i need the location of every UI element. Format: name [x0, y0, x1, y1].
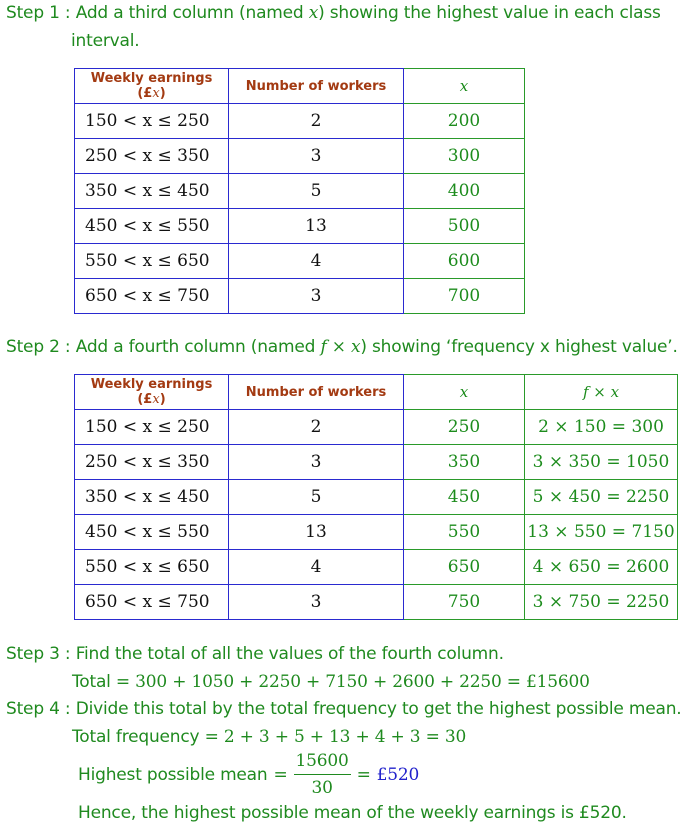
step-4-text: Divide this total by the total frequency to get the highest possible mean.	[75, 699, 682, 719]
total-label: Total	[72, 672, 111, 692]
mean-result: £520	[376, 764, 420, 785]
workers-cell: 5	[229, 480, 404, 515]
table-row	[75, 279, 525, 314]
x-cell: 300	[404, 139, 525, 174]
step-3-text: Find the total of all the values of the fourth column.	[75, 644, 504, 664]
step-1-label: Step 1 :	[6, 3, 71, 23]
x-cell: 350	[404, 445, 525, 480]
interval-cell: 550 < x ≤ 650	[75, 550, 229, 585]
step-1-text-a: Add a third column (named	[75, 3, 309, 23]
workers-cell: 4	[229, 244, 404, 279]
step-3-total-line	[72, 672, 590, 692]
interval-cell: 450 < x ≤ 550	[75, 515, 229, 550]
table-frequency-times-value	[74, 374, 678, 620]
workers-cell: 5	[229, 174, 404, 209]
workers-cell: 2	[229, 104, 404, 139]
interval-cell: 350 < x ≤ 450	[75, 174, 229, 209]
x-cell: 600	[404, 244, 525, 279]
workers-cell: 3	[229, 139, 404, 174]
fx-cell: 3 × 350 = 1050	[525, 445, 678, 480]
workers-cell: 3	[229, 445, 404, 480]
step-2-text-b: ) showing ‘frequency x highest value’.	[360, 337, 678, 357]
step-4-label: Step 4 :	[6, 699, 71, 719]
interval-cell: 350 < x ≤ 450	[75, 480, 229, 515]
step-2-var: f × x	[320, 337, 361, 357]
table-row	[75, 174, 525, 209]
table-row	[75, 209, 525, 244]
workers-cell: 3	[229, 585, 404, 620]
fx-cell: 4 × 650 = 2600	[525, 550, 678, 585]
step-1-text-b: ) showing the highest value in each class	[318, 3, 661, 23]
interval-cell: 550 < x ≤ 650	[75, 244, 229, 279]
table-row	[75, 244, 525, 279]
step-3-label: Step 3 :	[6, 644, 71, 664]
table-row	[75, 104, 525, 139]
x-cell: 400	[404, 174, 525, 209]
header-number-of-workers: Number of workers	[229, 69, 404, 104]
step-2-text-a: Add a fourth column (named	[75, 337, 321, 357]
table-row	[75, 480, 678, 515]
mean-label: Highest possible mean	[78, 764, 268, 785]
header-number-of-workers: Number of workers	[229, 375, 404, 410]
interval-cell: 250 < x ≤ 350	[75, 445, 229, 480]
table-row	[75, 585, 678, 620]
fraction-denominator: 30	[311, 778, 333, 798]
x-cell: 550	[404, 515, 525, 550]
interval-cell: 250 < x ≤ 350	[75, 139, 229, 174]
fx-cell: 5 × 450 = 2250	[525, 480, 678, 515]
step-4-mean-line	[78, 751, 419, 798]
header-f-times-x: f × x	[525, 375, 678, 410]
header-x: x	[404, 375, 525, 410]
step-1-line	[6, 3, 661, 23]
step-1-var: x	[308, 3, 319, 23]
interval-cell: 650 < x ≤ 750	[75, 279, 229, 314]
mean-fraction	[294, 751, 351, 798]
table-header-row	[75, 69, 525, 104]
step-4-line	[6, 699, 682, 719]
equals-sign: =	[273, 764, 288, 785]
equals-sign: =	[356, 764, 371, 785]
frequency-label: Total frequency	[72, 727, 200, 747]
interval-cell: 650 < x ≤ 750	[75, 585, 229, 620]
total-expression: = 300 + 1050 + 2250 + 7150 + 2600 + 2250 = £15600	[115, 672, 590, 692]
x-cell: 500	[404, 209, 525, 244]
table-highest-values	[74, 68, 525, 314]
step-2-line	[6, 337, 678, 357]
interval-cell: 150 < x ≤ 250	[75, 410, 229, 445]
table-header-row	[75, 375, 678, 410]
workers-cell: 2	[229, 410, 404, 445]
x-cell: 650	[404, 550, 525, 585]
conclusion: Hence, the highest possible mean of the weekly earnings is £520.	[78, 803, 627, 823]
interval-cell: 150 < x ≤ 250	[75, 104, 229, 139]
workers-cell: 3	[229, 279, 404, 314]
frequency-expression: = 2 + 3 + 5 + 13 + 4 + 3 = 30	[204, 727, 467, 747]
table-row	[75, 445, 678, 480]
fx-cell: 2 × 150 = 300	[525, 410, 678, 445]
table-row	[75, 139, 525, 174]
fx-cell: 13 × 550 = 7150	[525, 515, 678, 550]
workers-cell: 4	[229, 550, 404, 585]
step-2-label: Step 2 :	[6, 337, 71, 357]
step-3-line	[6, 644, 504, 664]
x-cell: 250	[404, 410, 525, 445]
workers-cell: 13	[229, 515, 404, 550]
header-x: x	[404, 69, 525, 104]
header-weekly-earnings: Weekly earnings (£x)	[75, 69, 229, 104]
table-row	[75, 515, 678, 550]
table-row	[75, 550, 678, 585]
x-cell: 450	[404, 480, 525, 515]
header-weekly-earnings: Weekly earnings (£x)	[75, 375, 229, 410]
x-cell: 200	[404, 104, 525, 139]
x-cell: 700	[404, 279, 525, 314]
step-4-frequency-line	[72, 727, 466, 747]
table-row	[75, 410, 678, 445]
workers-cell: 13	[229, 209, 404, 244]
interval-cell: 450 < x ≤ 550	[75, 209, 229, 244]
fraction-numerator: 15600	[294, 751, 351, 775]
step-1-continuation: interval.	[71, 31, 140, 51]
fx-cell: 3 × 750 = 2250	[525, 585, 678, 620]
x-cell: 750	[404, 585, 525, 620]
